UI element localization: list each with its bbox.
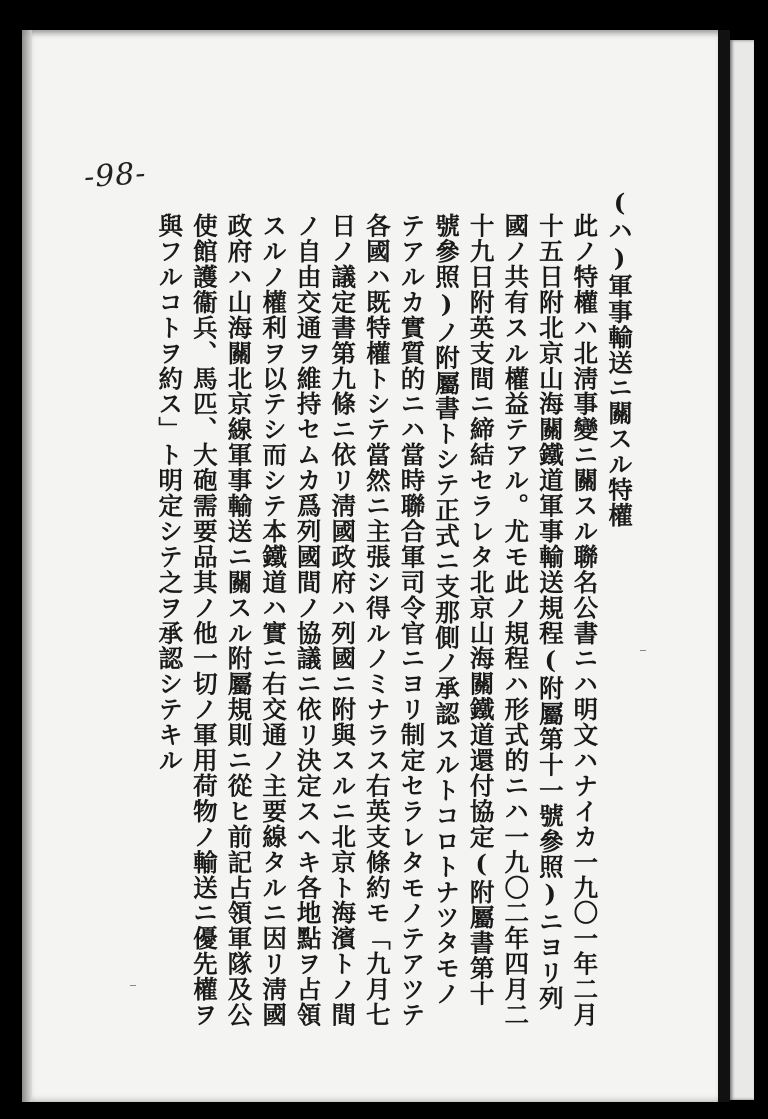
vertical-text-body — [152, 188, 636, 1028]
handwritten-page-number: -98- — [82, 155, 148, 196]
book-spine-gap — [718, 30, 730, 1102]
scan-artifact — [640, 650, 646, 651]
adjacent-page-edge — [730, 40, 754, 1100]
section-heading: (ハ)軍事輸送ニ關スル特權 — [605, 188, 634, 528]
body-paragraph: 此ノ特權ハ北淸事變ニ關スル聯名公書ニハ明文ハナイカ一九〇一年二月十五日附北京山海關鐵道軍事輸送規程(附屬第十一號參照)ニヨリ列國ノ共有スル權益テアル。尤モ此ノ規程ハ形式的ニハ一九〇二年四月二十九日附英支間ニ締結セラレタ北京山海關鐵道還付協定(附屬書第十號參照)ノ附屬書トシテ正式ニ支那側ノ承認スルトコロトナツタモノテアルカ實質的ニハ當時聯合軍司令官ニヨリ制定セラレタモノテアツテ各國ハ既特權トシテ當然ニ主張シ得ルノミナラス右英支條約モ「九月七日ノ議定書第九條ニ依リ淸國政府ハ列國ニ附與スルニ北京ト海濱トノ間ノ自由交通ヲ維持セムカ爲列國間ノ協議ニ依リ決定スヘキ各地點ヲ占領スルノ權利ヲ以テシ而シテ本鐵道ハ實ニ右交通ノ主要線タルニ因リ淸國政府ハ山海關北京線軍事輸送ニ關スル附屬規則ニ從ヒ前記占領軍隊及公使館護衞兵、馬匹、大砲需要品其ノ他一切ノ軍用荷物ノ輸送ニ優先權ヲ與フルコトヲ約ス」ト明定シテ之ヲ承認シテキル — [155, 212, 600, 1027]
scan-artifact — [130, 985, 136, 986]
page-edge-shadow — [22, 30, 32, 1102]
